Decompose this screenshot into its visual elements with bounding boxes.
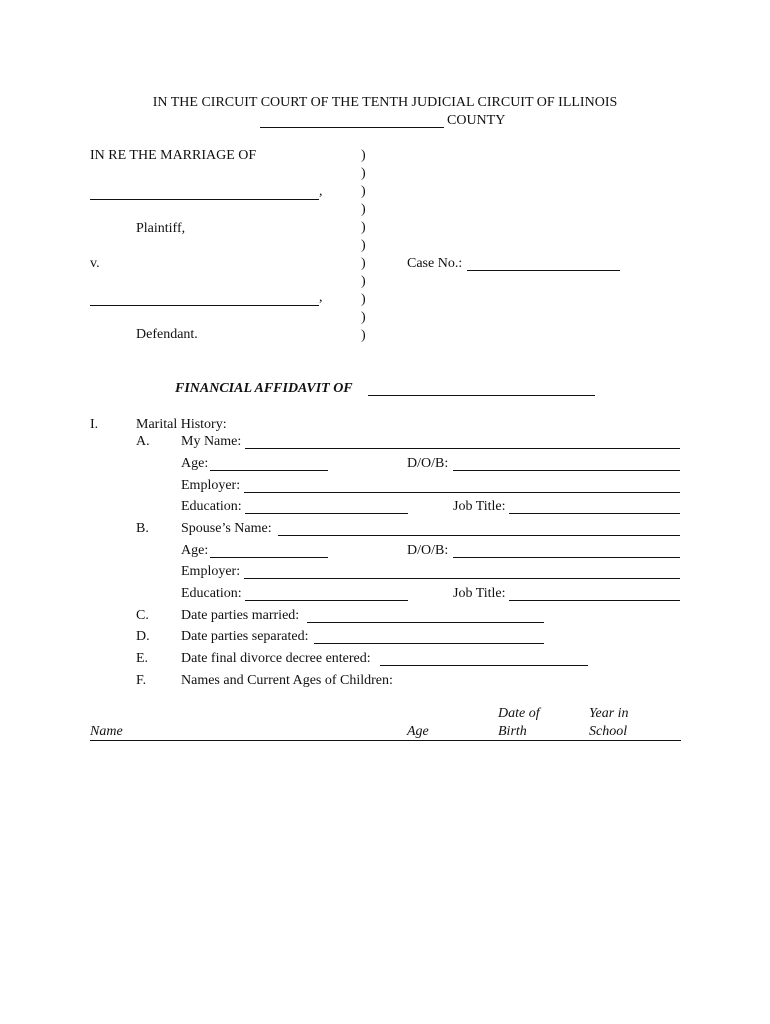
my-name-field[interactable] bbox=[245, 448, 680, 449]
caption-paren: ) bbox=[361, 184, 366, 199]
caption-paren: ) bbox=[361, 310, 366, 325]
children-dob-header-line2: Birth bbox=[498, 724, 527, 739]
date-separated-field[interactable] bbox=[314, 643, 544, 644]
job-title-field[interactable] bbox=[509, 513, 680, 514]
spouse-name-field[interactable] bbox=[278, 535, 680, 536]
spouse-employer-field[interactable] bbox=[244, 578, 680, 579]
versus-label: v. bbox=[90, 256, 100, 271]
employer-label: Employer: bbox=[181, 564, 241, 579]
children-school-header-line1: Year in bbox=[589, 706, 629, 721]
item-letter-d: D. bbox=[136, 629, 150, 644]
children-dob-header-line1: Date of bbox=[498, 706, 540, 721]
plaintiff-name-line[interactable] bbox=[90, 199, 319, 200]
caption-paren: ) bbox=[361, 274, 366, 289]
dob-field[interactable] bbox=[453, 470, 680, 471]
children-name-header: Name bbox=[90, 724, 123, 739]
case-no-field[interactable] bbox=[467, 270, 620, 271]
children-age-header: Age bbox=[407, 724, 429, 739]
dob-label: D/O/B: bbox=[407, 456, 449, 471]
dob-label: D/O/B: bbox=[407, 543, 449, 558]
caption-paren: ) bbox=[361, 202, 366, 217]
section-title: Marital History: bbox=[136, 417, 227, 432]
education-label: Education: bbox=[181, 586, 242, 601]
date-separated-label: Date parties separated: bbox=[181, 629, 309, 644]
caption-paren: ) bbox=[361, 256, 366, 271]
job-title-label: Job Title: bbox=[453, 499, 506, 514]
date-married-label: Date parties married: bbox=[181, 608, 300, 623]
plaintiff-label: Plaintiff, bbox=[136, 221, 186, 236]
defendant-label: Defendant. bbox=[136, 327, 198, 342]
affidavit-title: FINANCIAL AFFIDAVIT OF bbox=[175, 381, 353, 396]
section-numeral: I. bbox=[90, 417, 99, 432]
item-letter-c: C. bbox=[136, 608, 149, 623]
case-no-label: Case No.: bbox=[407, 256, 463, 271]
caption-paren: ) bbox=[361, 238, 366, 253]
employer-field[interactable] bbox=[244, 492, 680, 493]
caption-paren: ) bbox=[361, 292, 366, 307]
caption-paren: ) bbox=[361, 148, 366, 163]
education-label: Education: bbox=[181, 499, 242, 514]
spouse-name-label: Spouse’s Name: bbox=[181, 521, 272, 536]
my-name-label: My Name: bbox=[181, 434, 242, 449]
age-label: Age: bbox=[181, 456, 209, 471]
county-blank-line[interactable] bbox=[260, 127, 444, 128]
education-field[interactable] bbox=[245, 513, 408, 514]
caption-paren: ) bbox=[361, 328, 366, 343]
court-title: IN THE CIRCUIT COURT OF THE TENTH JUDICIAL CIRCUIT OF ILLINOIS bbox=[152, 95, 618, 110]
age-field[interactable] bbox=[210, 470, 328, 471]
divorce-decree-field[interactable] bbox=[380, 665, 588, 666]
age-label: Age: bbox=[181, 543, 209, 558]
item-letter-b: B. bbox=[136, 521, 149, 536]
spouse-dob-field[interactable] bbox=[453, 557, 680, 558]
item-letter-e: E. bbox=[136, 651, 149, 666]
affiant-name-line[interactable] bbox=[368, 395, 595, 396]
in-re-marriage-label: IN RE THE MARRIAGE OF bbox=[90, 148, 257, 163]
defendant-name-line[interactable] bbox=[90, 305, 319, 306]
children-label: Names and Current Ages of Children: bbox=[181, 673, 393, 688]
children-school-header-line2: School bbox=[589, 724, 628, 739]
county-label: COUNTY bbox=[447, 113, 506, 128]
item-letter-a: A. bbox=[136, 434, 150, 449]
spouse-job-title-field[interactable] bbox=[509, 600, 680, 601]
employer-label: Employer: bbox=[181, 478, 241, 493]
spouse-education-field[interactable] bbox=[245, 600, 408, 601]
children-table-header-rule bbox=[90, 740, 681, 741]
spouse-age-field[interactable] bbox=[210, 557, 328, 558]
date-married-field[interactable] bbox=[307, 622, 544, 623]
divorce-decree-label: Date final divorce decree entered: bbox=[181, 651, 371, 666]
caption-paren: ) bbox=[361, 220, 366, 235]
defendant-comma: , bbox=[319, 290, 323, 305]
job-title-label: Job Title: bbox=[453, 586, 506, 601]
item-letter-f: F. bbox=[136, 673, 147, 688]
plaintiff-comma: , bbox=[319, 184, 323, 199]
caption-paren: ) bbox=[361, 166, 366, 181]
